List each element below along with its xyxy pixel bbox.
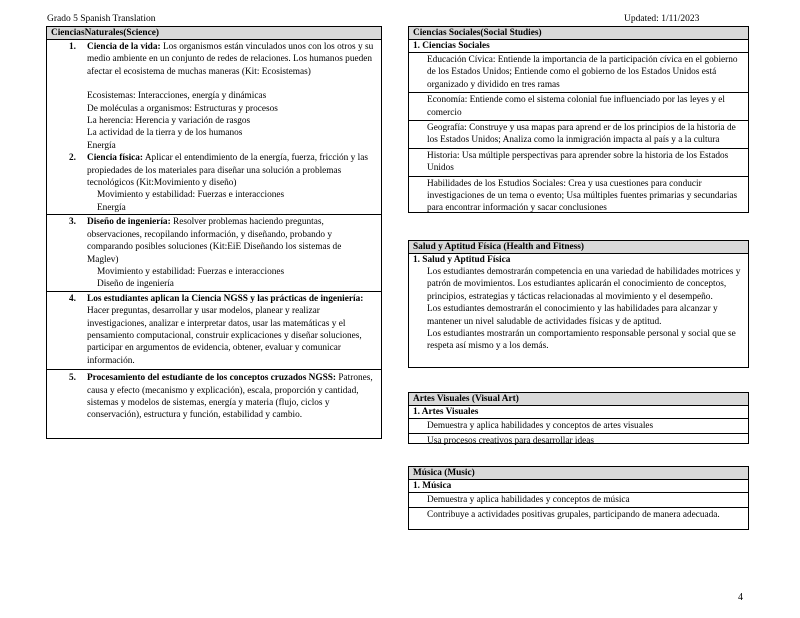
header-grade: Grado 5 Spanish Translation — [47, 14, 156, 24]
item-heading: Procesamiento del estudiante de los conceptos cruzados NGSS: — [87, 373, 337, 384]
table-row: Contribuye a actividades positivas grupales, participando de manera adecuada. — [427, 510, 720, 521]
table-row: Demuestra y aplica habilidades y conceptos de artes visuales — [409, 419, 748, 434]
item-heading: Los estudiantes aplican la Ciencia NGSS y las prácticas de ingeniería: — [87, 293, 364, 304]
item-number: 4. — [69, 293, 76, 304]
health-section — [408, 240, 749, 368]
health-paragraph: Los estudiantes mostrarán un comportamiento responsable personal y social que se respeta así mismo y a los demás. — [427, 329, 736, 352]
item-number: 2. — [69, 153, 76, 164]
health-subtitle: 1. Salud y Aptitud Física — [413, 255, 511, 265]
science-item-2 — [47, 152, 381, 189]
table-row: Demuestra y aplica habilidades y conceptos de música — [409, 493, 748, 508]
item-heading: Ciencia física: — [87, 153, 144, 164]
music-title: Música (Music) — [409, 467, 748, 480]
health-paragraph: Los estudiantes demostrarán el conocimiento y las habilidades para alcanzar y mantener un nivel saludable de actividades físicas y de aptitud. — [427, 304, 718, 327]
science-bullets-3 — [47, 266, 381, 291]
music-section — [408, 466, 749, 530]
item-number: 5. — [69, 373, 76, 384]
science-item-3 — [47, 216, 381, 266]
health-paragraph: Los estudiantes demostrarán competencia en una variedad de habilidades motrices y patrón de movimientos. Los estudiantes aplicarán el conocimiento de conceptos, principios, estrategias y tácticas relacionadas al movimiento y el desempeño. — [427, 267, 741, 302]
table-row: Geografía: Construye y usa mapas para aprend er de los principios de la historia de los Estados Unidos; Analiza como la inmigración impacta al país y a la cultura — [409, 121, 748, 149]
item-text: Los organismos están vinculados unos con los otros y su medio ambiente en un conjunto de redes de relaciones. Los humanos pueden afectar el ecosistema de muchas maneras (Kit: Ecosistemas) — [87, 42, 374, 77]
table-row: Educación Cívica: Entiende la importancia de la participación cívica en el gobierno de los Estados Unidos; Entiende como el gobierno de los Estados Unidos está organizado y dividido en tres ramas — [409, 53, 748, 93]
list-item: De moléculas a organismos: Estructuras y procesos — [47, 103, 381, 115]
table-row: Usa procesos creativos para desarrollar ideas — [427, 436, 595, 447]
science-item-4 — [47, 293, 381, 367]
list-item: Movimiento y estabilidad: Fuerzas e interacciones — [47, 266, 381, 278]
science-item-1 — [47, 41, 381, 78]
health-body — [409, 266, 748, 353]
list-item: La herencia: Herencia y variación de rasgos — [47, 115, 381, 127]
bullet-icon — [77, 279, 83, 291]
social-studies-title: Ciencias Sociales(Social Studies) — [409, 27, 748, 40]
science-bullets-1 — [47, 90, 381, 152]
item-text: Aplicar el entendimiento de la energía, fuerza, fricción y las propiedades de los materiales para diseñar una solución a problemas tecnológicos (Kit:Movimiento y diseño) — [87, 153, 368, 189]
item-heading: Diseño de ingeniería: — [87, 217, 171, 228]
science-section — [46, 26, 382, 439]
list-item: Energía — [47, 202, 381, 214]
table-row: Habilidades de los Estudios Sociales: Crea y usa cuestiones para conducir investigaciones de un tema o evento; Usa múltiples fuentes primarias y secundarias para encontrar información y sacar conclusiones — [427, 178, 738, 214]
music-subtitle: 1. Música — [409, 480, 748, 493]
bullet-icon — [77, 203, 83, 215]
visual-art-section — [408, 392, 749, 447]
list-item: Ecosistemas: Interacciones, energía y dinámicas — [47, 90, 381, 102]
list-item: Movimiento y estabilidad: Fuerzas e interacciones — [47, 189, 381, 201]
science-bullets-2 — [47, 189, 381, 214]
table-row: Economía: Entiende como el sistema colonial fue influenciado por las leyes y el comercio — [409, 93, 748, 121]
science-item-5 — [47, 372, 381, 422]
list-item: Diseño de ingeniería — [47, 278, 381, 290]
header-updated: Updated: 1/11/2023 — [624, 14, 700, 24]
item-heading: Ciencia de la vida: — [87, 42, 161, 52]
item-text: Resolver problemas haciendo preguntas, observaciones, recopilando información, y diseñando, probando y comparando posibles soluciones (Kit:EiE Diseñando los sistemas de Maglev) — [87, 217, 342, 265]
page-number: 4 — [738, 592, 743, 603]
item-text: Patrones, causa y efecto (mecanismo y explicación), escala, proporción y cantidad, sistemas y modelos de sistemas, energía y materia (flujo, ciclos y conservación), estructura y función, estabilidad y cambio. — [87, 373, 373, 421]
health-title: Salud y Aptitud Física (Health and Fitness) — [409, 241, 748, 254]
visual-art-subtitle: 1. Artes Visuales — [409, 406, 748, 419]
item-number: 1. — [69, 42, 76, 52]
social-studies-subtitle: 1. Ciencias Sociales — [409, 40, 748, 53]
science-title: CienciasNaturales(Science) — [47, 27, 381, 40]
item-text: Hacer preguntas, desarrollar y usar modelos, planear y realizar investigaciones, analizar e interpretar datos, usar las matemáticas y el pensamiento computacional, construir explicaciones y diseñar soluciones, participar en argumentos de evidencia, obtener, evaluar y comunicar información. — [87, 306, 362, 366]
visual-art-title: Artes Visuales (Visual Art) — [409, 393, 748, 406]
table-row: Historia: Usa múltiple perspectivas para aprender sobre la historia de los Estados Unidos — [409, 149, 748, 177]
social-studies-section — [408, 26, 749, 213]
list-item: Energía — [47, 140, 381, 152]
list-item: La actividad de la tierra y de los humanos — [47, 127, 381, 139]
item-number: 3. — [69, 217, 76, 228]
